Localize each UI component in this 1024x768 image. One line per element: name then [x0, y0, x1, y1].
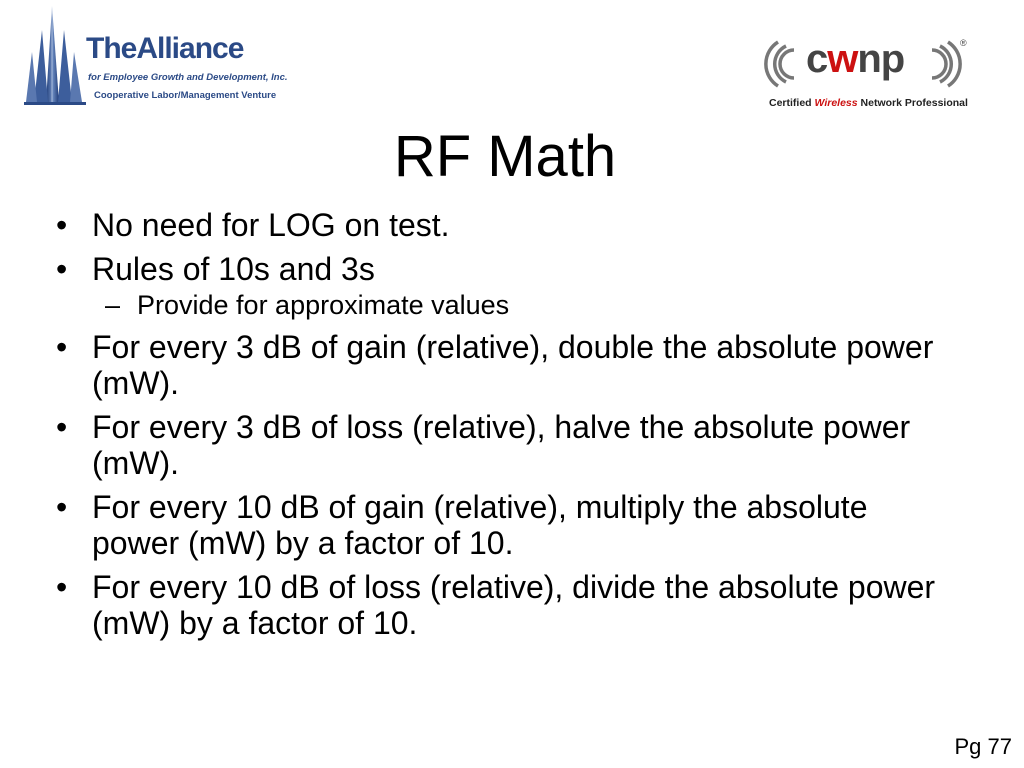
alliance-name: TheAlliance: [86, 32, 244, 65]
bullet-item: [56, 251, 956, 321]
cwnp-registered-mark: ®: [960, 38, 967, 48]
cwnp-wordmark: [764, 36, 974, 92]
bullet-item: [56, 207, 956, 243]
cwnp-brand-np: np: [857, 37, 905, 81]
bullet-icon: •: [56, 207, 68, 243]
sub-bullet-text: Provide for approximate values: [137, 290, 510, 320]
sub-bullet-list: [92, 289, 956, 321]
cwnp-caption-part1: Certified: [769, 97, 815, 109]
alliance-subline: Cooperative Labor/Management Venture: [94, 90, 277, 101]
bullet-icon: •: [56, 329, 68, 365]
alliance-tower-icon: [24, 4, 94, 108]
bullet-text: For every 3 dB of loss (relative), halve the absolute power (mW).: [92, 409, 911, 481]
cwnp-brand-c: c: [806, 37, 828, 81]
sub-bullet-item: [92, 289, 956, 321]
bullet-text: For every 3 dB of gain (relative), double the absolute power (mW).: [92, 329, 934, 401]
cwnp-brand: [806, 39, 904, 79]
bullet-item: [56, 409, 956, 481]
alliance-logo: [24, 4, 288, 108]
cwnp-caption: [769, 97, 968, 109]
bullet-item: [56, 489, 956, 561]
bullet-icon: •: [56, 251, 68, 287]
alliance-tagline: for Employee Growth and Development, Inc.: [88, 72, 288, 83]
bullet-item: [56, 569, 956, 641]
page-number: Pg 77: [954, 734, 1012, 759]
bullet-list: [56, 207, 956, 649]
bullet-icon: •: [56, 409, 68, 445]
cwnp-brand-w: w: [827, 37, 858, 81]
cwnp-wave-right-icon: [922, 36, 962, 92]
bullet-icon: •: [56, 489, 68, 525]
dash-icon: –: [105, 290, 121, 320]
bullet-item: [56, 329, 956, 401]
bullet-text: For every 10 dB of gain (relative), multiply the absolute power (mW) by a factor of 10.: [92, 489, 868, 561]
cwnp-logo: [764, 36, 974, 112]
slide-title: RF Math: [393, 124, 617, 189]
cwnp-caption-wireless: Wireless: [814, 97, 858, 109]
bullet-text: No need for LOG on test.: [92, 207, 450, 243]
bullet-icon: •: [56, 569, 68, 605]
cwnp-wave-left-icon: [764, 36, 804, 92]
bullet-text: Rules of 10s and 3s: [92, 251, 375, 287]
bullet-text: For every 10 dB of loss (relative), divide the absolute power (mW) by a factor of 10.: [92, 569, 936, 641]
cwnp-caption-part3: Network Professional: [857, 97, 968, 109]
